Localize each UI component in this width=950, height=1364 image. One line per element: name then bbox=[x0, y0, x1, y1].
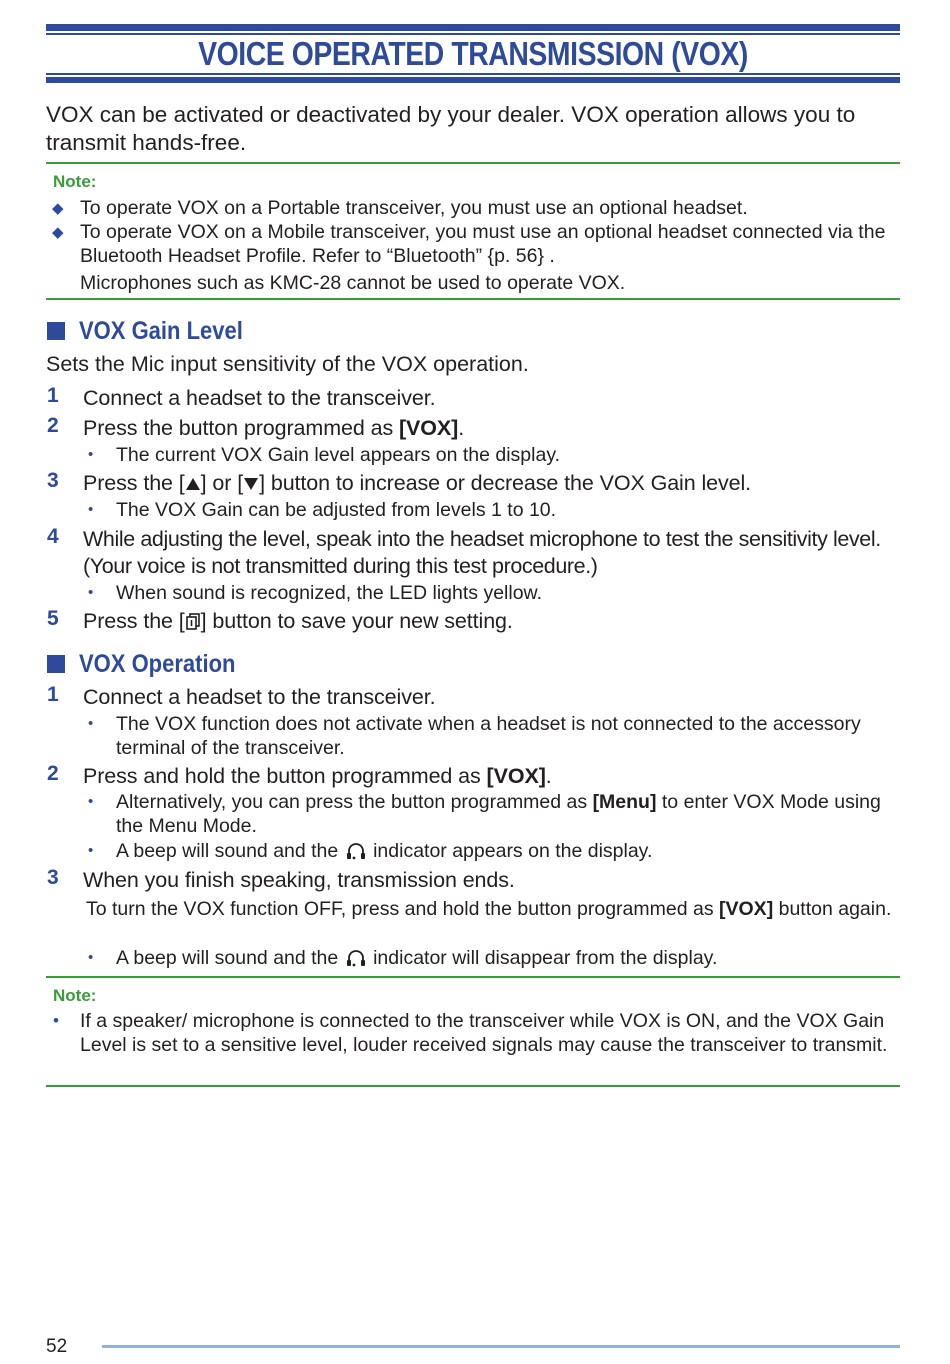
note-rule-bottom bbox=[46, 298, 900, 300]
step-text: Press and hold the button programmed as [VOX]. bbox=[83, 764, 552, 788]
diamond-bullet-icon: ◆ bbox=[52, 200, 64, 217]
dot-bullet-icon: • bbox=[88, 715, 94, 732]
step-text: Press the [ ] button to save your new setting. bbox=[83, 609, 513, 633]
up-triangle-icon bbox=[185, 477, 201, 491]
note-item: Microphones such as KMC-28 cannot be used to operate VOX. bbox=[80, 272, 626, 294]
key-label: [VOX] bbox=[398, 416, 459, 440]
step-number: 1 bbox=[47, 683, 59, 706]
note-item: To operate VOX on a Portable transceiver, you must use an optional headset. bbox=[80, 197, 748, 219]
dot-bullet-icon: • bbox=[88, 501, 94, 518]
page-title: VOICE OPERATED TRANSMISSION (VOX) bbox=[198, 35, 748, 72]
key-label: [Menu] bbox=[592, 791, 657, 813]
step-text: When you finish speaking, transmission ends. bbox=[83, 868, 515, 892]
dot-bullet-icon: • bbox=[53, 1011, 59, 1030]
step-subitem: The VOX Gain can be adjusted from levels 1 to 10. bbox=[116, 499, 557, 521]
dot-bullet-icon: • bbox=[88, 584, 94, 601]
title-rule-top bbox=[46, 24, 900, 31]
title-rule-bottom bbox=[46, 77, 900, 83]
step-text: Press the [ ] or [ ] button to increase or decrease the VOX Gain level. bbox=[83, 471, 752, 495]
step-text: Connect a headset to the transceiver. bbox=[83, 386, 436, 410]
key-label: [VOX] bbox=[719, 898, 774, 920]
step-subitem: A beep will sound and the indicator will disappear from the display. bbox=[116, 947, 718, 969]
headset-icon bbox=[344, 843, 368, 861]
note-rule-top bbox=[46, 162, 900, 164]
step-number: 3 bbox=[47, 866, 59, 889]
square-bullet-icon bbox=[47, 655, 65, 673]
step-number: 3 bbox=[47, 469, 59, 492]
diamond-bullet-icon: ◆ bbox=[52, 224, 64, 241]
dot-bullet-icon: • bbox=[88, 446, 94, 463]
intro-paragraph: VOX can be activated or deactivated by your dealer. VOX operation allows you to transmit hands-free. bbox=[46, 102, 856, 155]
headset-icon bbox=[344, 950, 368, 968]
save-key-icon bbox=[185, 613, 201, 631]
step-subitem: The current VOX Gain level appears on the display. bbox=[116, 444, 561, 466]
note-label: Note: bbox=[53, 172, 97, 191]
step-text: Press the button programmed as [VOX]. bbox=[83, 416, 465, 440]
dot-bullet-icon: • bbox=[88, 793, 94, 810]
section-title: VOX Operation bbox=[79, 650, 236, 678]
step-text: While adjusting the level, speak into the headset microphone to test the sensitivity level. (Your voice is not transmitted during this test procedure.) bbox=[83, 527, 881, 578]
step-subitem: A beep will sound and the indicator appears on the display. bbox=[116, 840, 653, 862]
title-rule-bottom-thin bbox=[46, 73, 900, 75]
note-rule-top bbox=[46, 976, 900, 978]
step-number: 5 bbox=[47, 607, 59, 630]
key-label: [VOX] bbox=[486, 764, 546, 788]
step-number: 1 bbox=[47, 384, 59, 407]
note-item: If a speaker/ microphone is connected to the transceiver while VOX is ON, and the VOX Gain Level is set to a sensitive level, louder received signals may cause the transceiver to transmit. bbox=[80, 1010, 888, 1056]
square-bullet-icon bbox=[47, 322, 65, 340]
step-subitem: The VOX function does not activate when a headset is not connected to the accessory terminal of the transceiver. bbox=[116, 713, 861, 759]
note-label: Note: bbox=[53, 986, 97, 1005]
note-item: To operate VOX on a Mobile transceiver, you must use an optional headset connected via the Bluetooth Headset Profile. Refer to “Bluetooth” {p. 56} . bbox=[80, 221, 886, 267]
down-triangle-icon bbox=[243, 477, 259, 491]
section-title: VOX Gain Level bbox=[79, 317, 243, 345]
step-number: 2 bbox=[47, 762, 59, 785]
step-subitem: Alternatively, you can press the button programmed as [Menu] to enter VOX Mode using the Menu Mode. bbox=[116, 791, 881, 837]
step-text: Connect a headset to the transceiver. bbox=[83, 685, 436, 709]
note-rule-bottom bbox=[46, 1085, 900, 1087]
step-detail: To turn the VOX function OFF, press and hold the button programmed as [VOX] button again. bbox=[86, 898, 892, 920]
footer-rule bbox=[102, 1345, 900, 1348]
step-number: 2 bbox=[47, 414, 59, 437]
step-number: 4 bbox=[47, 525, 59, 548]
step-subitem: When sound is recognized, the LED lights yellow. bbox=[116, 582, 542, 604]
page-number: 52 bbox=[46, 1336, 68, 1357]
dot-bullet-icon: • bbox=[88, 949, 94, 966]
section-description: Sets the Mic input sensitivity of the VOX operation. bbox=[46, 352, 529, 376]
dot-bullet-icon: • bbox=[88, 842, 94, 859]
